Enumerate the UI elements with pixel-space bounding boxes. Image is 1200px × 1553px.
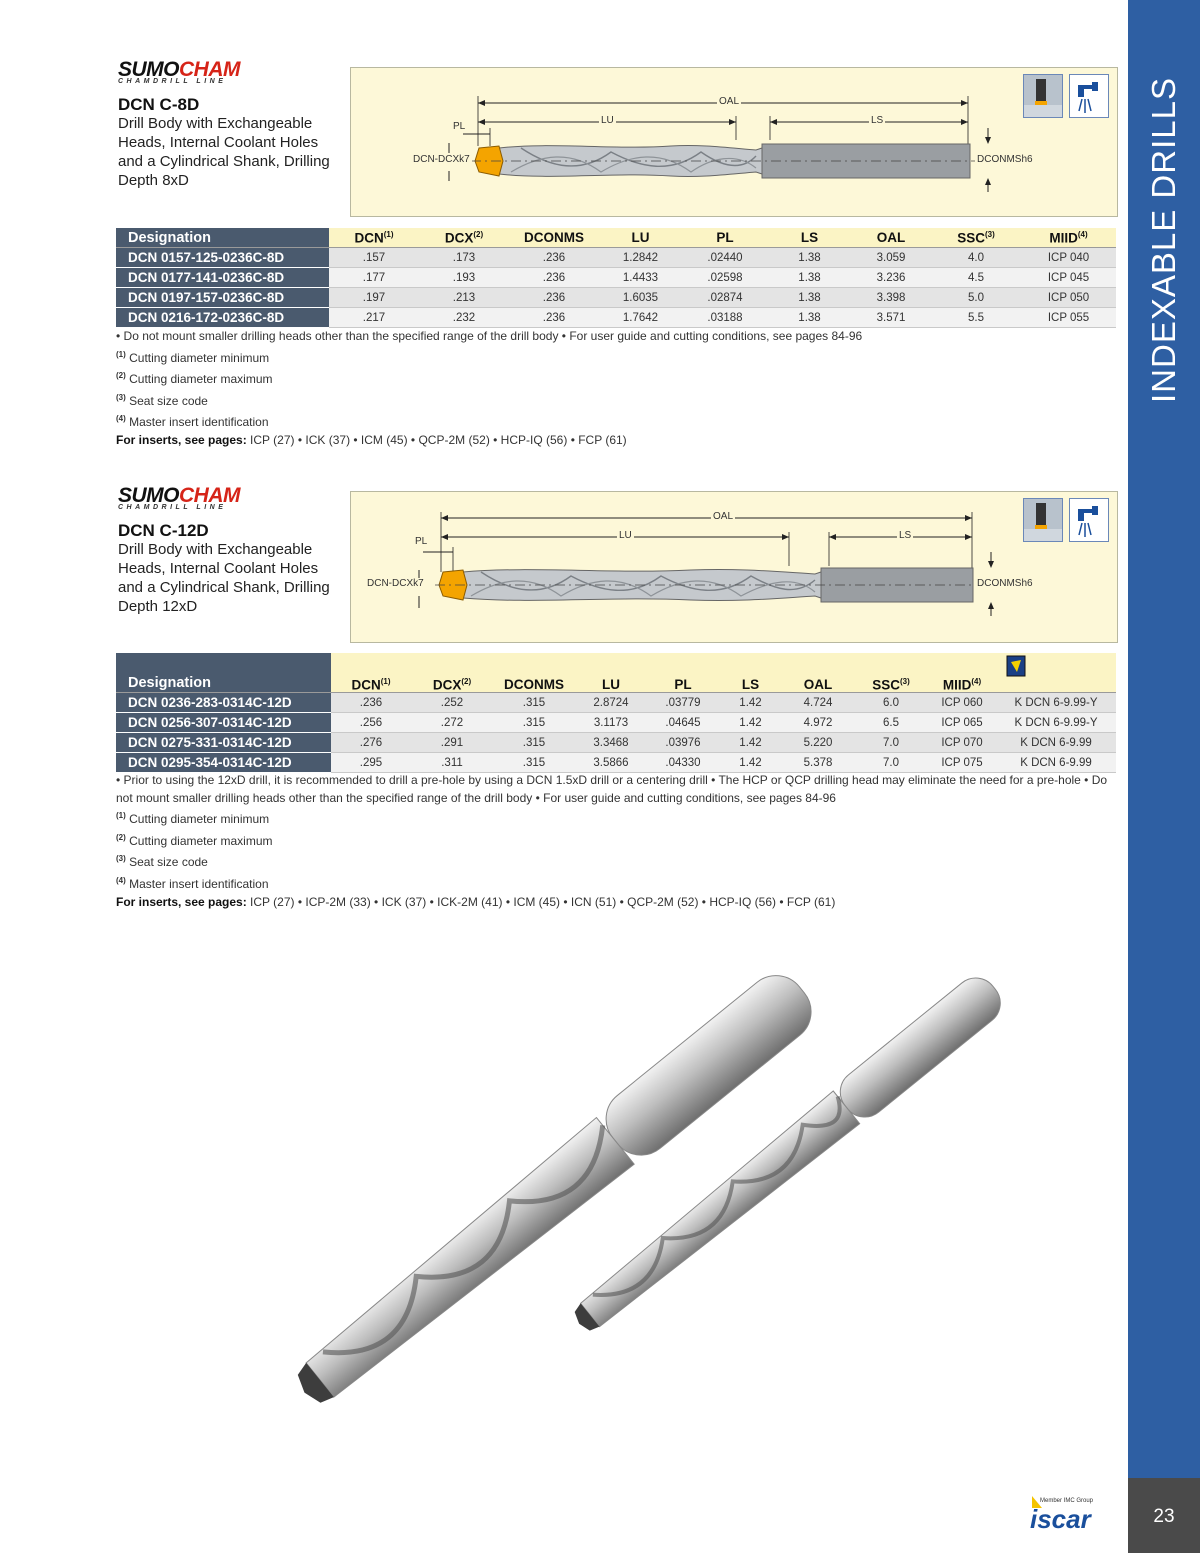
cell-oal: 5.220 xyxy=(782,733,854,753)
cell-dconms: .236 xyxy=(509,288,599,308)
col-header-designation: Designation xyxy=(116,228,329,248)
product-title: DCN C-12D xyxy=(118,521,209,540)
cell-oal: 3.571 xyxy=(851,308,931,328)
cell-miid: ICP 055 xyxy=(1021,308,1116,328)
cell-ls: 1.38 xyxy=(768,288,851,308)
cell-miid: ICP 050 xyxy=(1021,288,1116,308)
cell-miid: ICP 045 xyxy=(1021,268,1116,288)
cell-ssc: 6.0 xyxy=(854,693,928,713)
drill-drawing xyxy=(351,68,1117,216)
table-row xyxy=(116,753,1116,773)
cell-dcx: .252 xyxy=(411,693,493,713)
cell-lu: 1.7642 xyxy=(599,308,682,328)
col-header-insert-kit xyxy=(996,653,1116,693)
cell-pl: .03779 xyxy=(647,693,719,713)
table-row xyxy=(116,248,1116,268)
col-header-lu: LU xyxy=(575,653,647,693)
cell-ssc: 5.0 xyxy=(931,288,1021,308)
col-header-pl: PL xyxy=(647,653,719,693)
designation-cell: DCN 0295-354-0314C-12D xyxy=(116,753,331,773)
cell-lu: 2.8724 xyxy=(575,693,647,713)
spec-table xyxy=(116,653,1116,773)
cell-ssc: 4.0 xyxy=(931,248,1021,268)
cell-pl: .02598 xyxy=(682,268,768,288)
cell-ls: 1.38 xyxy=(768,248,851,268)
cell-lu: 3.1173 xyxy=(575,713,647,733)
dim-label-ls: LS xyxy=(899,530,912,541)
product-photo xyxy=(290,960,1110,1420)
cell-dcn: .197 xyxy=(329,288,419,308)
cell-oal: 5.378 xyxy=(782,753,854,773)
col-header-ls: LS xyxy=(768,228,851,248)
cell-miid: ICP 040 xyxy=(1021,248,1116,268)
cell-lu: 3.3468 xyxy=(575,733,647,753)
cell-dconms: .236 xyxy=(509,308,599,328)
cell-pl: .02440 xyxy=(682,248,768,268)
table-row xyxy=(116,713,1116,733)
cell-ssc: 7.0 xyxy=(854,733,928,753)
dim-label-ls: LS xyxy=(871,115,884,126)
cell-ls: 1.38 xyxy=(768,308,851,328)
designation-cell: DCN 0256-307-0314C-12D xyxy=(116,713,331,733)
cell-lu: 1.4433 xyxy=(599,268,682,288)
cell-ls: 1.42 xyxy=(719,693,782,713)
page-number: 23 xyxy=(1153,1506,1175,1527)
designation-cell: DCN 0275-331-0314C-12D xyxy=(116,733,331,753)
footnote-2: $^{(2)}$ Cutting diameter maximum xyxy=(116,371,273,387)
col-header-dconms: DCONMS xyxy=(509,228,599,248)
cell-oal: 4.724 xyxy=(782,693,854,713)
cell-ssc: 4.5 xyxy=(931,268,1021,288)
cell-miid: ICP 060 xyxy=(928,693,996,713)
col-header-dcx: DCX$^{(2)}$ xyxy=(411,653,493,693)
designation-cell: DCN 0157-125-0236C-8D xyxy=(116,248,329,268)
iscar-wordmark: iscar xyxy=(1030,1504,1091,1534)
cell-oal: 3.398 xyxy=(851,288,931,308)
cell-dcx: .173 xyxy=(419,248,509,268)
col-header-ls: LS xyxy=(719,653,782,693)
insert-kit-icon xyxy=(1004,653,1028,679)
cell-miid: ICP 070 xyxy=(928,733,996,753)
brand-logo-sub: CHAMDRILL LINE xyxy=(118,78,227,85)
designation-cell: DCN 0236-283-0314C-12D xyxy=(116,693,331,713)
cell-pl: .03188 xyxy=(682,308,768,328)
cell-ssc: 5.5 xyxy=(931,308,1021,328)
footnote-2: $^{(2)}$ Cutting diameter maximum xyxy=(116,832,273,848)
cell-dcn: .236 xyxy=(331,693,411,713)
dim-label-pl: PL xyxy=(415,536,428,547)
dim-label-lu: LU xyxy=(619,530,632,541)
cell-dconms: .315 xyxy=(493,693,575,713)
cell-pl: .04330 xyxy=(647,753,719,773)
cell-dcx: .213 xyxy=(419,288,509,308)
cell-miid: ICP 065 xyxy=(928,713,996,733)
cell-lu: 3.5866 xyxy=(575,753,647,773)
col-header-lu: LU xyxy=(599,228,682,248)
footnote-3: $^{(3)}$ Seat size code xyxy=(116,854,208,870)
footnote-1: $^{(1)}$ Cutting diameter minimum xyxy=(116,811,270,827)
cell-dconms: .315 xyxy=(493,753,575,773)
cell-dcn: .157 xyxy=(329,248,419,268)
page-number-box xyxy=(1128,1478,1200,1553)
footnote-4: $^{(4)}$ Master insert identification xyxy=(116,875,269,891)
col-header-oal: OAL xyxy=(851,228,931,248)
col-header-miid: MIID$^{(4)}$ xyxy=(1021,228,1116,248)
product-title: DCN C-8D xyxy=(118,95,200,114)
col-header-oal: OAL xyxy=(782,653,854,693)
col-header-miid: MIID$^{(4)}$ xyxy=(928,653,996,693)
cell-dconms: .315 xyxy=(493,713,575,733)
cell-ls: 1.42 xyxy=(719,733,782,753)
cell-dcx: .232 xyxy=(419,308,509,328)
designation-cell: DCN 0177-141-0236C-8D xyxy=(116,268,329,288)
col-header-dcn: DCN$^{(1)}$ xyxy=(329,228,419,248)
col-header-dcx: DCX$^{(2)}$ xyxy=(419,228,509,248)
product-description: Drill Body with Exchangeable Heads, Internal Coolant Holes and a Cylindrical Shank, Drilling Depth 12xD xyxy=(118,541,330,615)
cell-pl: .04645 xyxy=(647,713,719,733)
side-tab-title: INDEXABLE DRILLS xyxy=(1145,77,1182,403)
cell-dconms: .236 xyxy=(509,268,599,288)
cell-dcn: .276 xyxy=(331,733,411,753)
cell-key: K DCN 6-9.99 xyxy=(996,733,1116,753)
table-header-row xyxy=(116,228,1116,248)
col-header-dcn: DCN$^{(1)}$ xyxy=(331,653,411,693)
inserts-reference: For inserts, see pages: ICP (27) • ICP-2M (33) • ICK (37) • ICK-2M (41) • ICM (45) • ICN (51) • QCP-2M (52) • HCP-IQ (56) • FCP (61) xyxy=(116,894,836,909)
notes-block xyxy=(116,772,1116,911)
designation-cell: DCN 0197-157-0236C-8D xyxy=(116,288,329,308)
designation-cell: DCN 0216-172-0236C-8D xyxy=(116,308,329,328)
table-row xyxy=(116,733,1116,753)
cell-dcn: .177 xyxy=(329,268,419,288)
cell-pl: .03976 xyxy=(647,733,719,753)
coolant-tap-icon xyxy=(1069,498,1109,542)
cell-oal: 4.972 xyxy=(782,713,854,733)
table-row xyxy=(116,308,1116,328)
cell-key: K DCN 6-9.99-Y xyxy=(996,693,1116,713)
note-text: • Do not mount smaller drilling heads other than the specified range of the drill body • For user guide and cutting conditions, see pages 84-96 xyxy=(116,329,863,343)
brand-logo-part2: CHAM xyxy=(179,58,240,81)
inserts-reference: For inserts, see pages: ICP (27) • ICK (37) • ICM (45) • QCP-2M (52) • HCP-IQ (56) • FCP (61) xyxy=(116,432,627,447)
cell-dcx: .272 xyxy=(411,713,493,733)
dim-label-pl: PL xyxy=(453,121,466,132)
cell-oal: 3.059 xyxy=(851,248,931,268)
dim-label-dconms: DCONMSh6 xyxy=(977,578,1033,589)
cell-lu: 1.6035 xyxy=(599,288,682,308)
cell-dconms: .236 xyxy=(509,248,599,268)
spec-table xyxy=(116,228,1116,328)
cell-dcn: .256 xyxy=(331,713,411,733)
cell-dcn: .217 xyxy=(329,308,419,328)
table-row xyxy=(116,268,1116,288)
cell-lu: 1.2842 xyxy=(599,248,682,268)
dim-label-dcx: DCN-DCXk7 xyxy=(367,578,424,589)
brand-logo-part1: SUMO xyxy=(118,58,179,81)
cell-ssc: 6.5 xyxy=(854,713,928,733)
cell-ls: 1.42 xyxy=(719,753,782,773)
brand-logo: SUMOCHAM CHAMDRILL LINE xyxy=(118,484,240,511)
cell-dcx: .311 xyxy=(411,753,493,773)
table-header-row xyxy=(116,653,1116,693)
product-description: Drill Body with Exchangeable Heads, Internal Coolant Holes and a Cylindrical Shank, Drilling Depth 8xD xyxy=(118,115,330,189)
col-header-dconms: DCONMS xyxy=(493,653,575,693)
footnote-1: $^{(1)}$ Cutting diameter minimum xyxy=(116,349,270,365)
dim-label-lu: LU xyxy=(601,115,614,126)
cell-dcn: .295 xyxy=(331,753,411,773)
cell-pl: .02874 xyxy=(682,288,768,308)
member-imc-text: Member IMC Group xyxy=(1040,1498,1094,1504)
col-header-ssc: SSC$^{(3)}$ xyxy=(854,653,928,693)
cell-ssc: 7.0 xyxy=(854,753,928,773)
dim-label-oal: OAL xyxy=(713,511,734,522)
table-row xyxy=(116,288,1116,308)
cell-miid: ICP 075 xyxy=(928,753,996,773)
notes-block xyxy=(116,328,1116,450)
note-text: • Prior to using the 12xD drill, it is recommended to drill a pre-hole by using a DCN 1.5xD drill or a centering drill • The HCP or QCP drilling head may eliminate the need for a pre-hole • Do not mount smaller drilling heads other than the specified range of the drill body • For user guide and cutting conditions, see pages 84-96 xyxy=(116,773,1108,805)
insert-pocket-icon xyxy=(1023,74,1063,118)
cell-ls: 1.42 xyxy=(719,713,782,733)
cell-key: K DCN 6-9.99-Y xyxy=(996,713,1116,733)
col-header-ssc: SSC$^{(3)}$ xyxy=(931,228,1021,248)
cell-dcx: .291 xyxy=(411,733,493,753)
col-header-designation: Designation xyxy=(116,653,331,693)
dim-label-dconms: DCONMSh6 xyxy=(977,154,1033,165)
drill-diagram xyxy=(350,491,1118,643)
cell-dconms: .315 xyxy=(493,733,575,753)
coolant-tap-icon xyxy=(1069,74,1109,118)
cell-ls: 1.38 xyxy=(768,268,851,288)
cell-key: K DCN 6-9.99 xyxy=(996,753,1116,773)
dim-label-oal: OAL xyxy=(719,96,740,107)
footnote-4: $^{(4)}$ Master insert identification xyxy=(116,414,269,430)
cell-oal: 3.236 xyxy=(851,268,931,288)
footnote-3: $^{(3)}$ Seat size code xyxy=(116,392,208,408)
brand-logo xyxy=(118,60,278,85)
col-header-pl: PL xyxy=(682,228,768,248)
table-row xyxy=(116,693,1116,713)
drill-diagram xyxy=(350,67,1118,217)
insert-pocket-icon xyxy=(1023,498,1063,542)
cell-dcx: .193 xyxy=(419,268,509,288)
dim-label-dcx: DCN-DCXk7 xyxy=(413,154,470,165)
